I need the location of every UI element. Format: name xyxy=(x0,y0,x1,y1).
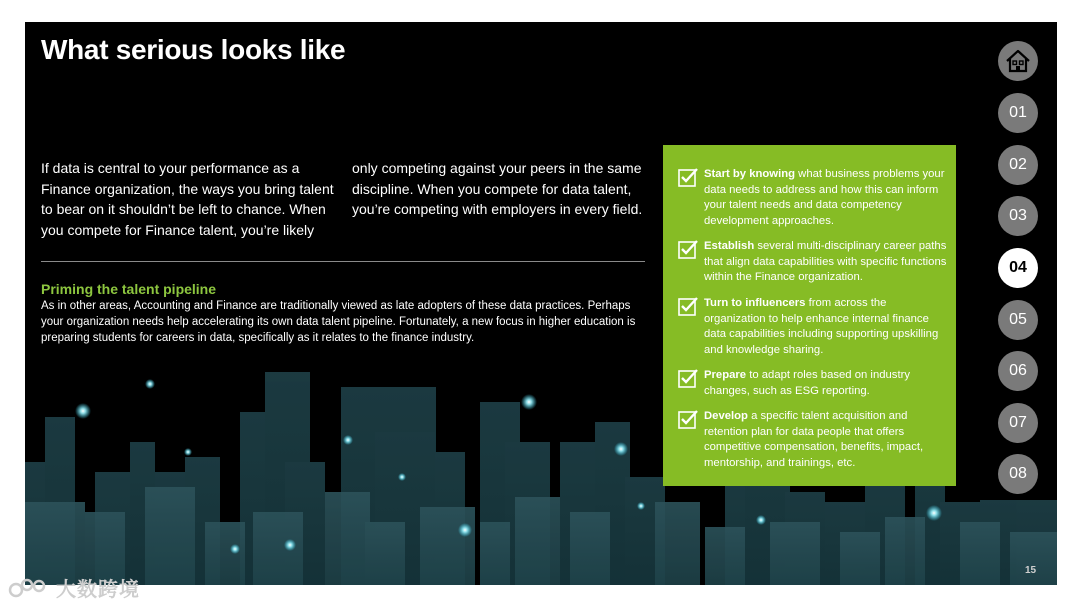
nav-item-02[interactable]: 02 xyxy=(998,145,1038,185)
intro-paragraph-left: If data is central to your performance as a Finance organization, the ways you bring talent to bear on it shouldn’t be left to chance. When you compete for Finance talent, you’re likely xyxy=(41,160,334,238)
nav-item-04[interactable]: 04 xyxy=(998,248,1038,288)
panel-item xyxy=(678,409,948,472)
watermark-logo-icon xyxy=(8,577,50,599)
watermark-text: 大数跨境 xyxy=(56,579,140,601)
intro-paragraph-right: only competing against your peers in the same discipline. When you compete for data talent, you’re competing with employers in every field. xyxy=(352,160,643,217)
item-text: to adapt roles based on industry changes, such as ESG reporting. xyxy=(704,369,910,397)
nav-item-01[interactable]: 01 xyxy=(998,93,1038,133)
checkbox-icon xyxy=(678,167,699,188)
section-divider xyxy=(41,261,645,262)
section-body: As in other areas, Accounting and Finance are traditionally viewed as late adopters of these data practices. Perhaps your organization needs help accelerating its own data talent pipeline. Fortunately, a new focus in higher education is preparing students for careers in data, specifically as it relates to the finance industry. xyxy=(41,300,636,345)
nav-item-07[interactable]: 07 xyxy=(998,403,1038,443)
house-icon xyxy=(1005,49,1031,73)
panel-item xyxy=(678,296,948,359)
checkbox-icon xyxy=(678,239,699,260)
watermark xyxy=(8,573,140,602)
panel-item xyxy=(678,167,948,230)
slide xyxy=(25,22,1057,585)
panel-item xyxy=(678,368,948,399)
checkbox-icon xyxy=(678,368,699,389)
page-title: What serious looks like xyxy=(41,34,346,65)
section-heading: Priming the talent pipeline xyxy=(41,281,217,297)
item-text: a specific talent acquisition and retention plan for data people that offers competitive compensation, benefits, impact, mentorship, and trainings, etc. xyxy=(704,410,924,470)
item-lead: Start by knowing xyxy=(704,168,796,180)
item-text: from across the organization to help enhance internal finance data capabilities including supporting upskilling and knowledge sharing. xyxy=(704,297,939,357)
item-lead: Turn to influencers xyxy=(704,297,806,309)
nav-item-05[interactable]: 05 xyxy=(998,300,1038,340)
panel-item xyxy=(678,239,948,286)
page-number: 15 xyxy=(1025,565,1037,576)
item-lead: Develop xyxy=(704,410,748,422)
item-text: what business problems your data needs to address and how this can inform your talent needs and data competency development approaches. xyxy=(704,168,945,228)
nav-item-08[interactable]: 08 xyxy=(998,454,1038,494)
item-lead: Establish xyxy=(704,240,755,252)
home-button[interactable] xyxy=(998,41,1038,81)
checkbox-icon xyxy=(678,296,699,317)
item-lead: Prepare xyxy=(704,369,747,381)
nav-item-06[interactable]: 06 xyxy=(998,351,1038,391)
item-text: several multi-disciplinary career paths that align data capabilities with specific functions within the Finance organization. xyxy=(704,240,947,284)
recommendations-panel xyxy=(663,145,956,486)
nav-item-03[interactable]: 03 xyxy=(998,196,1038,236)
checkbox-icon xyxy=(678,409,699,430)
